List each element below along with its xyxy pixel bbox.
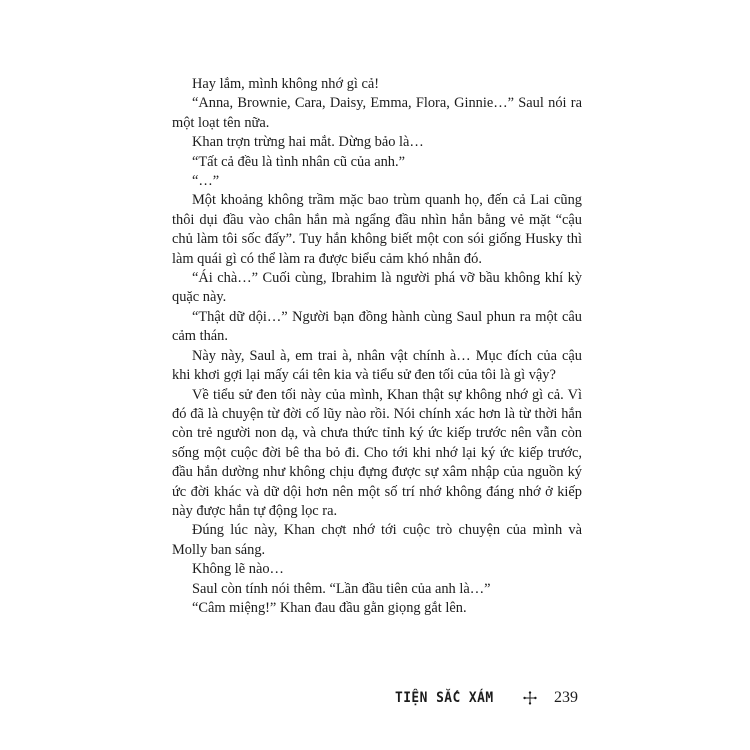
paragraph: “Ái chà…” Cuối cùng, Ibrahim là người phá vỡ bầu không khí kỳ quặc này. [172, 270, 582, 306]
body-text [172, 75, 582, 618]
paragraph: Hay lắm, mình không nhớ gì cả! [192, 76, 380, 92]
paragraph: Saul còn tính nói thêm. “Lần đầu tiên của anh là…” [192, 580, 491, 597]
paragraph: “Anna, Brownie, Cara, Daisy, Emma, Flora, Ginnie…” Saul nói ra một loạt tên nữa. [172, 95, 582, 131]
paragraph: “Tất cả đều là tình nhân cũ của anh.” [192, 153, 405, 170]
paragraph: Khan trợn trừng hai mắt. Dừng bảo là… [192, 134, 424, 151]
paragraph: “Câm miệng!” Khan đau đầu gằn giọng gắt lên. [192, 599, 467, 616]
paragraph: “Thật dữ dội…” Người bạn đồng hành cùng Saul phun ra một câu cảm thán. [172, 308, 582, 345]
page-number: 239 [554, 689, 578, 706]
paragraph: Một khoảng không trầm mặc bao trùm quanh họ, đến cả Lai cũng thôi dụi đầu vào chân hắn mà ngẩng đầu nhìn hắn bằng vẻ mặt “cậu chủ làm tôi sốc đấy”. Tuy hắn không biết một con sói giống Husky thì làm quái gì có thể làm ra được biểu cảm khó nhằn đó. [172, 192, 582, 267]
paragraph: Đúng lúc này, Khan chợt nhớ tới cuộc trò chuyện của mình và Molly ban sáng. [172, 522, 582, 558]
book-title: TIỆN SẮC XÁM [395, 690, 494, 706]
four-dot-cross-ornament-icon [523, 691, 537, 705]
paragraph: Không lẽ nào… [192, 561, 284, 578]
running-footer [395, 686, 595, 710]
paragraph: Này này, Saul à, em trai à, nhân vật chính à… Mục đích của cậu khi khơi gợi lại mấy cái tên kia và tiểu sử đen tối của tôi là gì vậy? [172, 347, 582, 384]
paragraph: Về tiểu sử đen tối này của mình, Khan thật sự không nhớ gì cả. Vì đó đã là chuyện từ đời cố lũy nào rồi. Nói chính xác hơn là từ thời hắn còn trẻ người non dạ, và chưa thức tỉnh ký ức kiếp trước nên vẫn còn sống một cuộc đời bê tha bỏ đi. Cho tới khi nhớ lại ký ức kiếp trước, đầu hắn dường như không chịu đựng được sự xâm nhập của nguồn ký ức đời khác và dữ dội hơn nên một số trí nhớ không đáng nhớ ở kiếp này được hắn tự động lọc ra. [172, 386, 582, 519]
paragraph: “…” [192, 173, 220, 190]
